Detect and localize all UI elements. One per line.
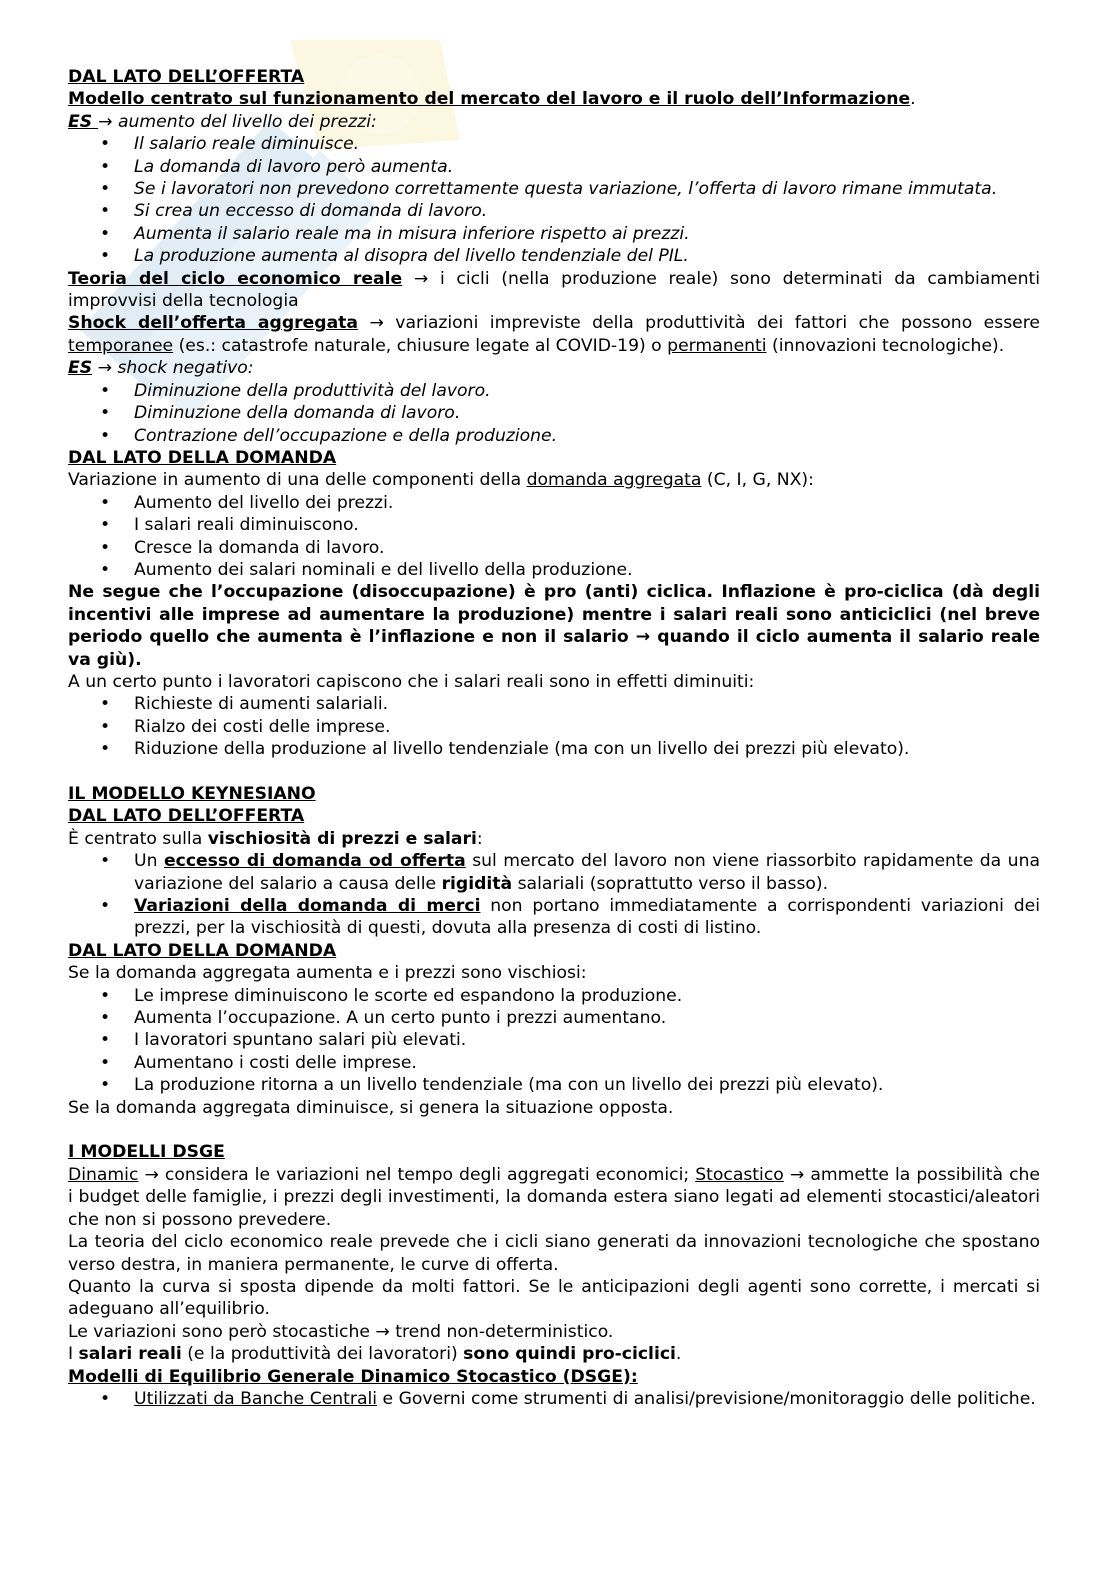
list-item: • Si crea un eccesso di domanda di lavoro. (68, 200, 1040, 222)
arrow-icon: → (98, 111, 113, 132)
section-heading-domanda: DAL LATO DELLA DOMANDA (68, 447, 337, 468)
list-item: • Aumento del livello dei prezzi. (68, 492, 1040, 514)
list-item: • La produzione aumenta al disopra del livello tendenziale del PIL. (68, 245, 1040, 267)
list-item: • La produzione ritorna a un livello tendenziale (ma con un livello dei prezzi più elevato). (68, 1074, 1040, 1096)
dsge-paragraph: Quanto la curva si sposta dipende da molti fattori. Se le anticipazioni degli agenti sono corrette, i mercati si adeguano all’equilibrio. (68, 1276, 1040, 1320)
conclusion-paragraph: Ne segue che l’occupazione (disoccupazione) è pro (anti) ciclica. Inflazione è pro-ciclica (dà degli incentivi alle imprese ad aumentare la produzione) mentre i salari reali sono anticiclici (nel breve periodo quello che aumenta è l’inflazione e non il salario → quando il ciclo aumenta il salario reale va giù). (68, 582, 1041, 670)
shock-paragraph: Shock dell’offerta aggregata → variazioni impreviste della produttività dei fattori che possono essere temporanee (es.: catastrofe naturale, chiusure legate al COVID-19) o permanenti (innovazioni tecnologiche). (68, 313, 1040, 356)
list-item: • Un eccesso di domanda od offerta sul mercato del lavoro non viene riassorbito rapidamente da una variazione del salario a causa delle rigidità salariali (soprattutto verso il basso). (68, 850, 1040, 895)
dsge-paragraph: La teoria del ciclo economico reale prevede che i cicli siano generati da innovazioni tecnologiche che spostano verso destra, in maniera permanente, le curve di offerta. (68, 1232, 1040, 1275)
section-heading-offerta: DAL LATO DELL’OFFERTA (68, 67, 305, 87)
list-item: • Utilizzati da Banche Centrali e Governi come strumenti di analisi/previsione/monitoraggio delle politiche. (68, 1388, 1040, 1410)
list-item: • Diminuzione della produttività del lavoro. (68, 380, 1040, 402)
workers-paragraph: A un certo punto i lavoratori capiscono che i salari reali sono in effetti diminuiti: (68, 671, 755, 692)
list-item: • Il salario reale diminuisce. (68, 133, 1040, 155)
dsge-models-heading: Modelli di Equilibrio Generale Dinamico Stocastico (DSGE): (68, 1366, 638, 1387)
list-item: • Contrazione dell’occupazione e della produzione. (68, 425, 1040, 447)
list-item: • Riduzione della produzione al livello tendenziale (ma con un livello dei prezzi più elevato). (68, 738, 1040, 760)
list-item: • I salari reali diminuiscono. (68, 514, 1040, 536)
document-page (68, 66, 1040, 1410)
arrow-icon: → (413, 268, 429, 289)
keynes-intro: È centrato sulla vischiosità di prezzi e salari: (68, 828, 483, 849)
theory-paragraph: Teoria del ciclo economico reale → i cicli (nella produzione reale) sono determinati da cambiamenti improvvisi della tecnologia (68, 268, 1041, 312)
list-item: • La domanda di lavoro però aumenta. (68, 156, 1040, 178)
example-list (68, 133, 1040, 267)
arrow-icon: → (635, 627, 651, 648)
list-item: • Diminuzione della domanda di lavoro. (68, 402, 1040, 424)
keynes-list (68, 850, 1040, 940)
list-item: • Aumenta l’occupazione. A un certo punto i prezzi aumentano. (68, 1007, 1040, 1029)
shock-list (68, 380, 1040, 447)
list-item: • Richieste di aumenti salariali. (68, 693, 1040, 715)
list-item: • Aumenta il salario reale ma in misura inferiore rispetto ai prezzi. (68, 223, 1040, 245)
list-item: • I lavoratori spuntano salari più elevati. (68, 1029, 1040, 1051)
dsge-paragraph: I salari reali (e la produttività dei lavoratori) sono quindi pro-ciclici. (68, 1344, 682, 1365)
list-item: • Le imprese diminuiscono le scorte ed espandono la produzione. (68, 985, 1040, 1007)
example-line: ES → shock negativo: (68, 358, 254, 379)
subsection-heading-offerta: DAL LATO DELL’OFFERTA (68, 806, 305, 827)
list-item: • Se i lavoratori non prevedono correttamente questa variazione, l’offerta di lavoro rimane immutata. (68, 178, 1040, 200)
dsge-paragraph: Le variazioni sono però stocastiche → trend non-deterministico. (68, 1321, 614, 1342)
arrow-icon: → (144, 1164, 159, 1185)
list-item: • Aumento dei salari nominali e del livello della produzione. (68, 559, 1040, 581)
keynes-outro: Se la domanda aggregata diminuisce, si genera la situazione opposta. (68, 1097, 674, 1118)
workers-list (68, 693, 1040, 760)
arrow-icon: → (375, 1321, 390, 1342)
arrow-icon: → (97, 358, 112, 379)
dsge-definition: Dinamic → considera le variazioni nel tempo degli aggregati economici; Stocastico → ammette la possibilità che i budget delle famiglie, i prezzi degli investimenti, la domanda estera siano legati ad elementi stocastici/aleatori che non si possono prevedere. (68, 1164, 1040, 1230)
section-heading-keynesiano: IL MODELLO KEYNESIANO (68, 783, 316, 804)
subsection-heading-domanda: DAL LATO DELLA DOMANDA (68, 940, 337, 961)
arrow-icon: → (789, 1164, 805, 1185)
arrow-icon: → (369, 313, 384, 334)
dsge-list (68, 1388, 1040, 1410)
list-item: • Aumentano i costi delle imprese. (68, 1052, 1040, 1074)
list-item: • Rialzo dei costi delle imprese. (68, 716, 1040, 738)
keynes-domanda-intro: Se la domanda aggregata aumenta e i prezzi sono vischiosi: (68, 963, 587, 984)
section-heading-dsge: I MODELLI DSGE (68, 1142, 225, 1163)
domanda-intro: Variazione in aumento di una delle componenti della domanda aggregata (C, I, G, NX): (68, 470, 814, 491)
keynes-domanda-list (68, 985, 1040, 1097)
section-subtitle: Modello centrato sul funzionamento del mercato del lavoro e il ruolo dell’Informazione. (68, 89, 916, 110)
domanda-list (68, 492, 1040, 582)
list-item: • Cresce la domanda di lavoro. (68, 537, 1040, 559)
list-item: • Variazioni della domanda di merci non portano immediatamente a corrispondenti variazioni dei prezzi, per la vischiosità di questi, dovuta alla presenza di costi di listino. (68, 895, 1040, 940)
example-line: ES → aumento del livello dei prezzi: (68, 111, 377, 132)
